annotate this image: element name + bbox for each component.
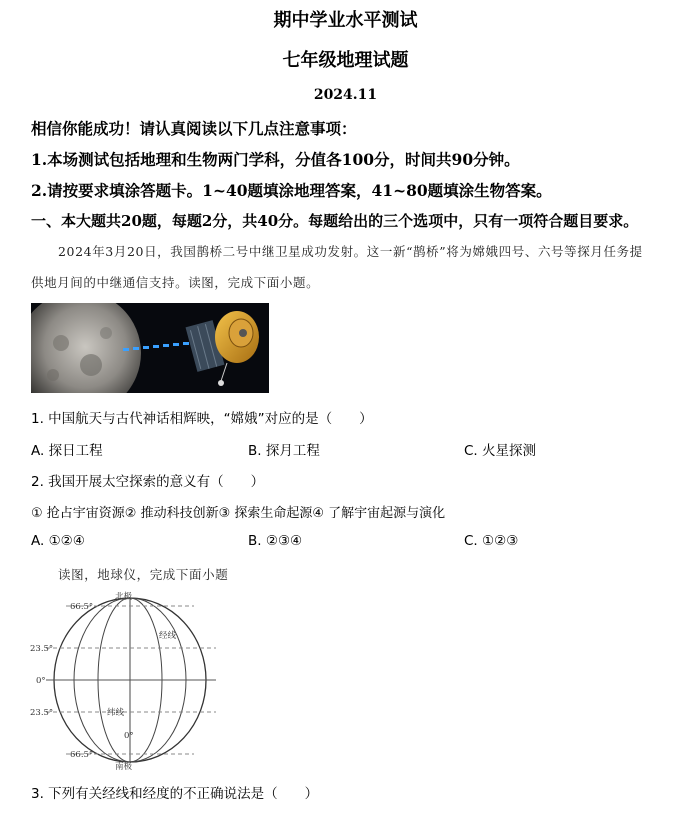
moon-satellite-illustration — [31, 303, 269, 393]
q2-option-b[interactable]: B. ②③④ — [248, 533, 303, 549]
notice-item-2: 2.请按要求填涂答题卡。1~40题填涂地理答案，41~80题填涂生物答案。 — [31, 181, 552, 200]
passage-line-2: 供地月间的中继通信支持。读图，完成下面小题。 — [31, 275, 320, 290]
q1-option-b[interactable]: B. 探月工程 — [248, 443, 320, 459]
notice-item-1: 1.本场测试包括地理和生物两门学科，分值各100分，时间共90分钟。 — [31, 150, 520, 169]
section-heading: 一、本大题共20题，每题2分，共40分。每题给出的三个选项中，只有一项符合题目要求。 — [31, 212, 639, 230]
question-1-stem: 1. 中国航天与古代神话相辉映，“嫦娥”对应的是（ ） — [31, 411, 373, 427]
globe-diagram — [28, 590, 218, 770]
prime-meridian-label: 0° — [124, 731, 134, 741]
exam-title: 期中学业水平测试 — [273, 10, 418, 31]
lat-label-66-south: 66.5° — [70, 750, 94, 760]
south-pole-label: 南极 — [115, 762, 133, 770]
question-2-statements: ① 抢占宇宙资源② 推动科技创新③ 探索生命起源④ 了解宇宙起源与演化 — [31, 506, 446, 521]
lat-label-66-north: 66.5° — [70, 602, 94, 612]
lat-label-23-south: 23.5° — [30, 708, 54, 718]
globe-svg — [28, 590, 218, 770]
meridian-label: 经线 — [159, 631, 177, 641]
question-2-stem: 2. 我国开展太空探索的意义有（ ） — [31, 474, 265, 490]
parallel-label: 纬线 — [107, 708, 125, 718]
question-3-stem: 3. 下列有关经线和经度的不正确说法是（ ） — [31, 786, 319, 802]
lat-label-equator: 0° — [36, 676, 46, 686]
passage-line-1: 2024年3月20日，我国鹊桥二号中继卫星成功发射。这一新“鹊桥”将为嫦娥四号、六号等探月任务提 — [58, 244, 643, 259]
q2-option-a[interactable]: A. ①②④ — [31, 533, 85, 549]
q2-option-c[interactable]: C. ①②③ — [464, 533, 519, 549]
notice-intro: 相信你能成功！请认真阅读以下几点注意事项： — [31, 119, 357, 138]
north-pole-label: 北极 — [115, 592, 133, 602]
satellite-photo — [31, 303, 269, 393]
q1-option-c[interactable]: C. 火星探测 — [464, 443, 537, 459]
exam-date: 2024.11 — [313, 87, 378, 103]
lat-label-23-north: 23.5° — [30, 644, 54, 654]
q1-option-a[interactable]: A. 探日工程 — [31, 443, 103, 459]
exam-subtitle: 七年级地理试题 — [282, 50, 409, 71]
globe-intro: 读图，地球仪，完成下面小题 — [58, 567, 229, 582]
